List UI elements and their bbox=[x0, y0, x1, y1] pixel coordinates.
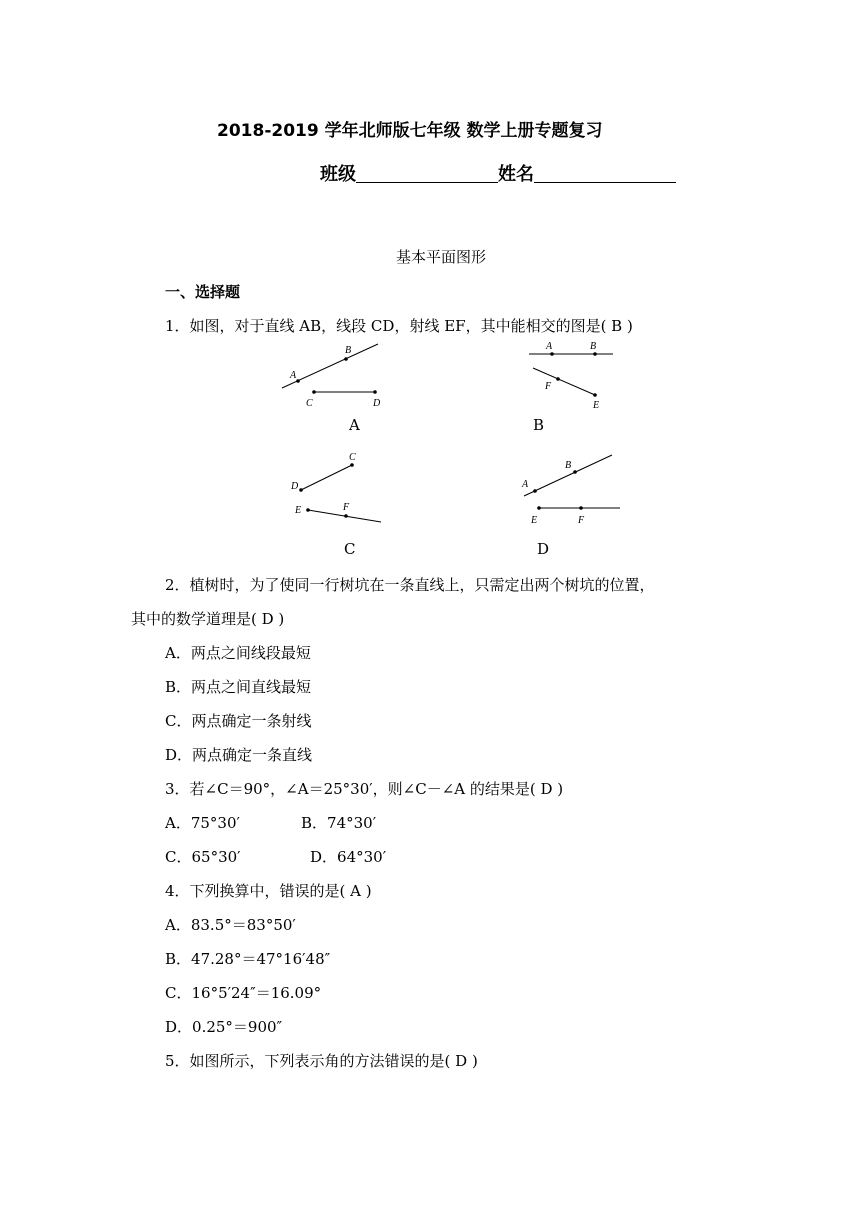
subtitle: 基本平面图形 bbox=[396, 248, 487, 266]
point-label-b: B bbox=[590, 341, 597, 352]
point-label-a: A bbox=[522, 479, 529, 490]
option-b: B．两点之间直线最短 bbox=[165, 678, 312, 696]
point-label-e: E bbox=[531, 515, 538, 526]
figure-b bbox=[525, 338, 620, 414]
document-title: 2018-2019 学年北师版七年级 数学上册专题复习 bbox=[217, 121, 603, 141]
figure-d bbox=[518, 448, 626, 528]
point-label-b: B bbox=[345, 345, 352, 356]
section-heading: 一、选择题 bbox=[165, 283, 241, 301]
name-label: 姓名 bbox=[498, 164, 534, 185]
name-blank[interactable] bbox=[534, 164, 676, 183]
class-blank[interactable] bbox=[356, 164, 498, 183]
point-label-c: C bbox=[306, 398, 313, 409]
question-1: 1．如图，对于直线 AB，线段 CD，射线 EF，其中能相交的图是( B ) bbox=[165, 317, 633, 335]
class-label: 班级 bbox=[320, 164, 356, 185]
option-c: C．两点确定一条射线 bbox=[165, 712, 312, 730]
figure-c-caption: C bbox=[344, 540, 356, 558]
option-b: B．74°30′ bbox=[301, 814, 377, 832]
figure-d-caption: D bbox=[537, 540, 550, 558]
point-label-f: F bbox=[545, 381, 552, 392]
option-d: D．两点确定一条直线 bbox=[165, 746, 313, 764]
figure-b-caption: B bbox=[533, 416, 545, 434]
option-c: C．65°30′ bbox=[165, 848, 241, 866]
figure-a-caption: A bbox=[349, 416, 360, 434]
question-4: 4．下列换算中，错误的是( A ) bbox=[165, 882, 372, 900]
point-label-d: D bbox=[291, 481, 299, 492]
question-2-line-2: 其中的数学道理是( D ) bbox=[131, 610, 285, 628]
point-label-b: B bbox=[565, 460, 572, 471]
point-label-a: A bbox=[290, 370, 297, 381]
class-name-line bbox=[320, 160, 676, 186]
option-c: C．16°5′24″＝16.09° bbox=[165, 984, 322, 1002]
point-label-d: D bbox=[373, 398, 381, 409]
option-b: B．47.28°＝47°16′48″ bbox=[165, 950, 331, 968]
point-label-f: F bbox=[578, 515, 585, 526]
figure-c bbox=[288, 448, 388, 528]
point-label-f: F bbox=[343, 502, 350, 513]
point-label-a: A bbox=[546, 341, 553, 352]
point-label-c: C bbox=[349, 452, 356, 463]
question-3: 3．若∠C＝90°，∠A＝25°30′，则∠C－∠A 的结果是( D ) bbox=[165, 780, 564, 798]
option-a: A．83.5°＝83°50′ bbox=[165, 916, 296, 934]
option-d: D．64°30′ bbox=[310, 848, 387, 866]
question-5: 5．如图所示，下列表示角的方法错误的是( D ) bbox=[165, 1052, 478, 1070]
option-a: A．75°30′ bbox=[165, 814, 240, 832]
figure-a bbox=[278, 338, 388, 410]
point-label-e: E bbox=[295, 505, 302, 516]
question-2-line-1: 2．植树时，为了使同一行树坑在一条直线上，只需定出两个树坑的位置， bbox=[165, 576, 655, 594]
option-a: A．两点之间线段最短 bbox=[165, 644, 311, 662]
option-d: D．0.25°＝900″ bbox=[165, 1018, 283, 1036]
point-label-e: E bbox=[593, 400, 600, 411]
